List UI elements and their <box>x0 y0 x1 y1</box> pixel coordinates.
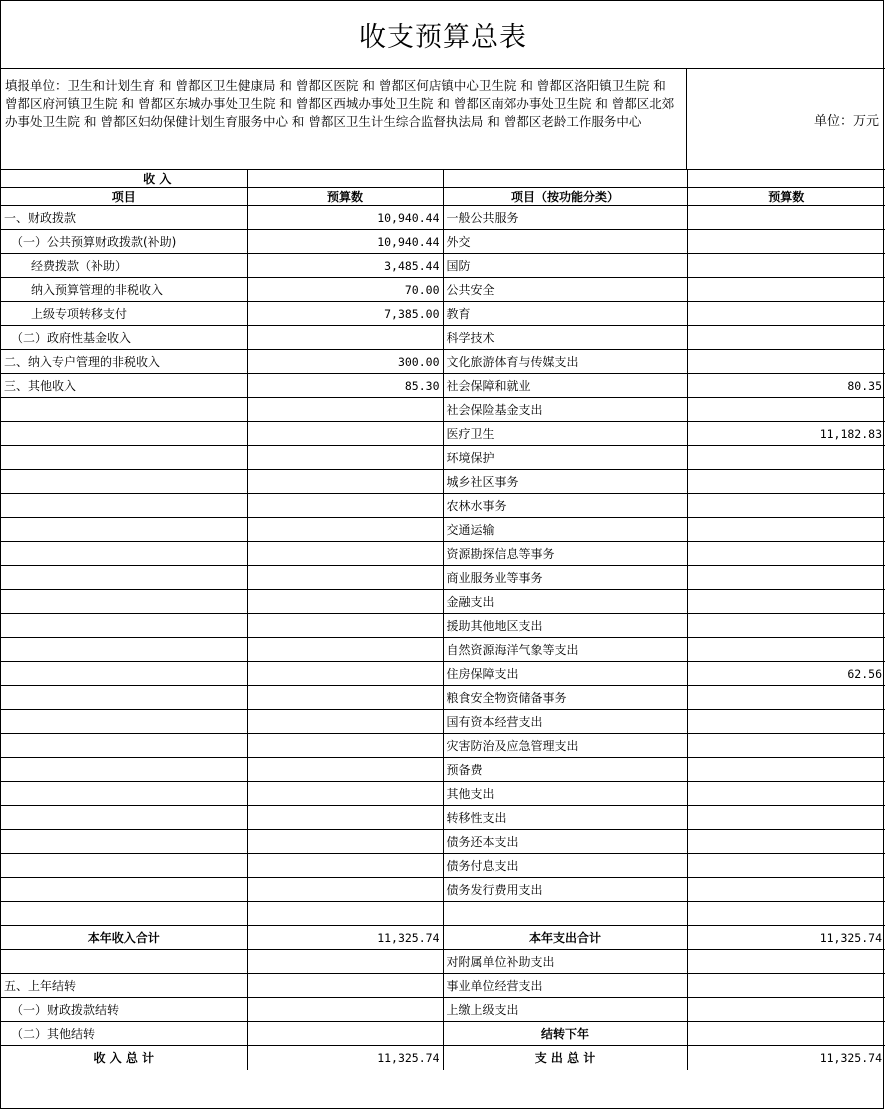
income-item-cell: 二、纳入专户管理的非税收入 <box>1 350 247 374</box>
income-item-cell <box>1 782 247 806</box>
col-header-budget2: 预算数 <box>687 188 885 206</box>
table-row <box>1 446 885 470</box>
table-row <box>1 206 885 230</box>
income-budget-cell <box>247 974 443 998</box>
table-row <box>1 254 885 278</box>
expense-budget-cell <box>687 542 885 566</box>
grand-expense-value: 11,325.74 <box>687 1046 885 1070</box>
income-budget-cell <box>247 662 443 686</box>
expense-budget-cell: 80.35 <box>687 374 885 398</box>
income-item-cell <box>1 470 247 494</box>
table-row <box>1 638 885 662</box>
expense-item-cell: 公共安全 <box>443 278 687 302</box>
expense-item-cell: 债务发行费用支出 <box>443 878 687 902</box>
grand-income-label: 收 入 总 计 <box>1 1046 247 1070</box>
table-row <box>1 350 885 374</box>
expense-budget-cell <box>687 998 885 1022</box>
income-item-cell <box>1 638 247 662</box>
table-row <box>1 302 885 326</box>
expense-budget-cell: 62.56 <box>687 662 885 686</box>
header-group-row <box>1 170 885 188</box>
table-row <box>1 470 885 494</box>
income-budget-cell: 7,385.00 <box>247 302 443 326</box>
expense-budget-cell <box>687 614 885 638</box>
expense-item-cell: 社会保险基金支出 <box>443 398 687 422</box>
expense-item-cell: 事业单位经营支出 <box>443 974 687 998</box>
expense-item-cell: 对附属单位补助支出 <box>443 950 687 974</box>
income-item-cell: （一）财政拨款结转 <box>1 998 247 1022</box>
expense-budget-cell <box>687 902 885 926</box>
income-item-cell <box>1 398 247 422</box>
year-expense-value: 11,325.74 <box>687 926 885 950</box>
income-budget-cell <box>247 566 443 590</box>
income-budget-cell: 70.00 <box>247 278 443 302</box>
table-row <box>1 710 885 734</box>
income-budget-cell <box>247 494 443 518</box>
table-row <box>1 1022 885 1046</box>
income-budget-cell: 85.30 <box>247 374 443 398</box>
income-budget-cell <box>247 470 443 494</box>
expense-budget-cell <box>687 710 885 734</box>
table-row <box>1 662 885 686</box>
expense-budget-cell <box>687 734 885 758</box>
expense-budget-cell <box>687 446 885 470</box>
expense-item-cell: 自然资源海洋气象等支出 <box>443 638 687 662</box>
expense-budget-cell <box>687 326 885 350</box>
income-item-cell: （一）公共预算财政拨款(补助) <box>1 230 247 254</box>
income-item-cell: 经费拨款（补助） <box>1 254 247 278</box>
column-header-row <box>1 188 885 206</box>
expense-budget-cell <box>687 950 885 974</box>
col-header-item: 项目 <box>1 188 247 206</box>
income-item-cell <box>1 614 247 638</box>
expense-budget-cell <box>687 854 885 878</box>
expense-budget-cell <box>687 758 885 782</box>
expense-item-cell: 预备费 <box>443 758 687 782</box>
table-row <box>1 734 885 758</box>
income-budget-cell <box>247 326 443 350</box>
page-title: 收支预算总表 <box>1 1 885 69</box>
expense-budget-cell <box>687 686 885 710</box>
table-row <box>1 854 885 878</box>
income-budget-cell <box>247 590 443 614</box>
income-budget-cell <box>247 806 443 830</box>
table-row <box>1 590 885 614</box>
income-budget-cell: 300.00 <box>247 350 443 374</box>
expense-item-cell: 环境保护 <box>443 446 687 470</box>
expense-item-cell: 农林水事务 <box>443 494 687 518</box>
expense-budget-cell <box>687 806 885 830</box>
income-item-cell: 纳入预算管理的非税收入 <box>1 278 247 302</box>
expense-budget-cell <box>687 470 885 494</box>
expense-budget-cell <box>687 638 885 662</box>
income-item-cell <box>1 590 247 614</box>
income-budget-cell <box>247 446 443 470</box>
year-income-label: 本年收入合计 <box>1 926 247 950</box>
income-item-cell <box>1 878 247 902</box>
expense-budget-cell <box>687 302 885 326</box>
income-budget-cell <box>247 878 443 902</box>
income-item-cell <box>1 758 247 782</box>
grand-income-value: 11,325.74 <box>247 1046 443 1070</box>
income-budget-cell <box>247 950 443 974</box>
table-row <box>1 758 885 782</box>
year-income-value: 11,325.74 <box>247 926 443 950</box>
expense-budget-cell <box>687 518 885 542</box>
expense-item-cell: 国有资本经营支出 <box>443 710 687 734</box>
expense-item-cell: 外交 <box>443 230 687 254</box>
table-row <box>1 878 885 902</box>
expense-item-cell: 转移性支出 <box>443 806 687 830</box>
income-item-cell <box>1 686 247 710</box>
income-item-cell <box>1 446 247 470</box>
income-item-cell: 上级专项转移支付 <box>1 302 247 326</box>
table-row <box>1 806 885 830</box>
expense-budget-cell <box>687 566 885 590</box>
expense-budget-cell <box>687 830 885 854</box>
expense-item-cell: 上缴上级支出 <box>443 998 687 1022</box>
income-budget-cell <box>247 1022 443 1046</box>
table-row <box>1 542 885 566</box>
income-budget-cell <box>247 398 443 422</box>
income-item-cell: 三、其他收入 <box>1 374 247 398</box>
expense-item-cell: 资源勘探信息等事务 <box>443 542 687 566</box>
table-row <box>1 614 885 638</box>
expense-group-header-blank <box>443 170 687 188</box>
income-group-header: 收 入 <box>1 170 247 188</box>
grand-expense-label: 支 出 总 计 <box>443 1046 687 1070</box>
income-item-cell <box>1 566 247 590</box>
income-item-cell <box>1 950 247 974</box>
year-expense-label: 本年支出合计 <box>443 926 687 950</box>
income-budget-cell <box>247 998 443 1022</box>
expense-item-cell: 文化旅游体育与传媒支出 <box>443 350 687 374</box>
income-budget-cell <box>247 830 443 854</box>
income-item-cell <box>1 662 247 686</box>
income-budget-cell <box>247 710 443 734</box>
income-budget-cell <box>247 422 443 446</box>
table-row <box>1 830 885 854</box>
income-budget-cell: 3,485.44 <box>247 254 443 278</box>
expense-item-cell <box>443 902 687 926</box>
income-item-cell: 五、上年结转 <box>1 974 247 998</box>
expense-item-cell: 其他支出 <box>443 782 687 806</box>
expense-budget-cell <box>687 1022 885 1046</box>
expense-item-cell: 金融支出 <box>443 590 687 614</box>
income-item-cell <box>1 902 247 926</box>
income-budget-cell: 10,940.44 <box>247 206 443 230</box>
income-item-cell <box>1 494 247 518</box>
expense-item-cell: 教育 <box>443 302 687 326</box>
expense-item-cell: 债务还本支出 <box>443 830 687 854</box>
income-item-cell <box>1 734 247 758</box>
expense-budget-cell <box>687 206 885 230</box>
table-row <box>1 326 885 350</box>
income-budget-cell <box>247 758 443 782</box>
expense-item-cell: 科学技术 <box>443 326 687 350</box>
income-budget-cell <box>247 542 443 566</box>
income-budget-cell <box>247 518 443 542</box>
expense-budget-cell <box>687 878 885 902</box>
expense-item-cell: 援助其他地区支出 <box>443 614 687 638</box>
income-item-cell <box>1 710 247 734</box>
income-item-cell: 一、财政拨款 <box>1 206 247 230</box>
income-budget-cell <box>247 638 443 662</box>
expense-item-cell: 国防 <box>443 254 687 278</box>
col-header-budget: 预算数 <box>247 188 443 206</box>
table-row <box>1 998 885 1022</box>
col-header-item-func: 项目（按功能分类） <box>443 188 687 206</box>
table-row <box>1 422 885 446</box>
income-budget-cell <box>247 902 443 926</box>
expense-group-header-blank2 <box>687 170 885 188</box>
table-row <box>1 686 885 710</box>
expense-budget-cell <box>687 494 885 518</box>
table-row <box>1 782 885 806</box>
expense-item-cell: 粮食安全物资储备事务 <box>443 686 687 710</box>
table-row <box>1 398 885 422</box>
income-budget-cell <box>247 614 443 638</box>
income-group-header-blank <box>247 170 443 188</box>
income-item-cell <box>1 422 247 446</box>
unit-info-row <box>1 69 885 170</box>
table-row <box>1 278 885 302</box>
table-row <box>1 494 885 518</box>
currency-unit-label: 单位：万元 <box>813 113 879 129</box>
income-item-cell <box>1 806 247 830</box>
expense-item-cell: 住房保障支出 <box>443 662 687 686</box>
expense-budget-cell <box>687 398 885 422</box>
table-row <box>1 374 885 398</box>
budget-table <box>1 170 885 1070</box>
expense-item-cell: 社会保障和就业 <box>443 374 687 398</box>
table-row <box>1 974 885 998</box>
income-budget-cell <box>247 782 443 806</box>
expense-budget-cell <box>687 230 885 254</box>
grand-total-row <box>1 1046 885 1070</box>
expense-budget-cell: 11,182.83 <box>687 422 885 446</box>
table-row <box>1 566 885 590</box>
expense-budget-cell <box>687 782 885 806</box>
expense-budget-cell <box>687 254 885 278</box>
expense-item-cell: 灾害防治及应急管理支出 <box>443 734 687 758</box>
income-item-cell <box>1 830 247 854</box>
expense-item-cell: 商业服务业等事务 <box>443 566 687 590</box>
expense-budget-cell <box>687 350 885 374</box>
expense-item-cell: 一般公共服务 <box>443 206 687 230</box>
table-row <box>1 950 885 974</box>
table-row <box>1 230 885 254</box>
income-budget-cell <box>247 734 443 758</box>
income-item-cell <box>1 854 247 878</box>
income-item-cell <box>1 518 247 542</box>
income-budget-cell <box>247 686 443 710</box>
expense-item-cell: 结转下年 <box>443 1022 687 1046</box>
filler-unit-label: 填报单位：卫生和计划生育 和 曾都区卫生健康局 和 曾都区医院 和 曾都区何店镇中心卫生院 和 曾都区洛阳镇卫生院 和 曾都区府河镇卫生院 和 曾都区东城办事处卫生院 和 曾都区西城办事处卫生院 和 曾都区南郊办事处卫生院 和 曾都区北郊办事处卫生院 和 曾都区妇幼保健计划生育服务中心 和 曾都区卫生计生综合监督执法局 和 曾都区老龄工作服务中心 <box>1 69 687 169</box>
expense-item-cell: 城乡社区事务 <box>443 470 687 494</box>
income-budget-cell: 10,940.44 <box>247 230 443 254</box>
income-budget-cell <box>247 854 443 878</box>
income-item-cell: （二）政府性基金收入 <box>1 326 247 350</box>
income-item-cell <box>1 542 247 566</box>
table-row <box>1 518 885 542</box>
expense-item-cell: 医疗卫生 <box>443 422 687 446</box>
income-item-cell: （二）其他结转 <box>1 1022 247 1046</box>
expense-budget-cell <box>687 590 885 614</box>
expense-item-cell: 交通运输 <box>443 518 687 542</box>
table-row <box>1 902 885 926</box>
expense-item-cell: 债务付息支出 <box>443 854 687 878</box>
expense-budget-cell <box>687 278 885 302</box>
year-total-row <box>1 926 885 950</box>
expense-budget-cell <box>687 974 885 998</box>
